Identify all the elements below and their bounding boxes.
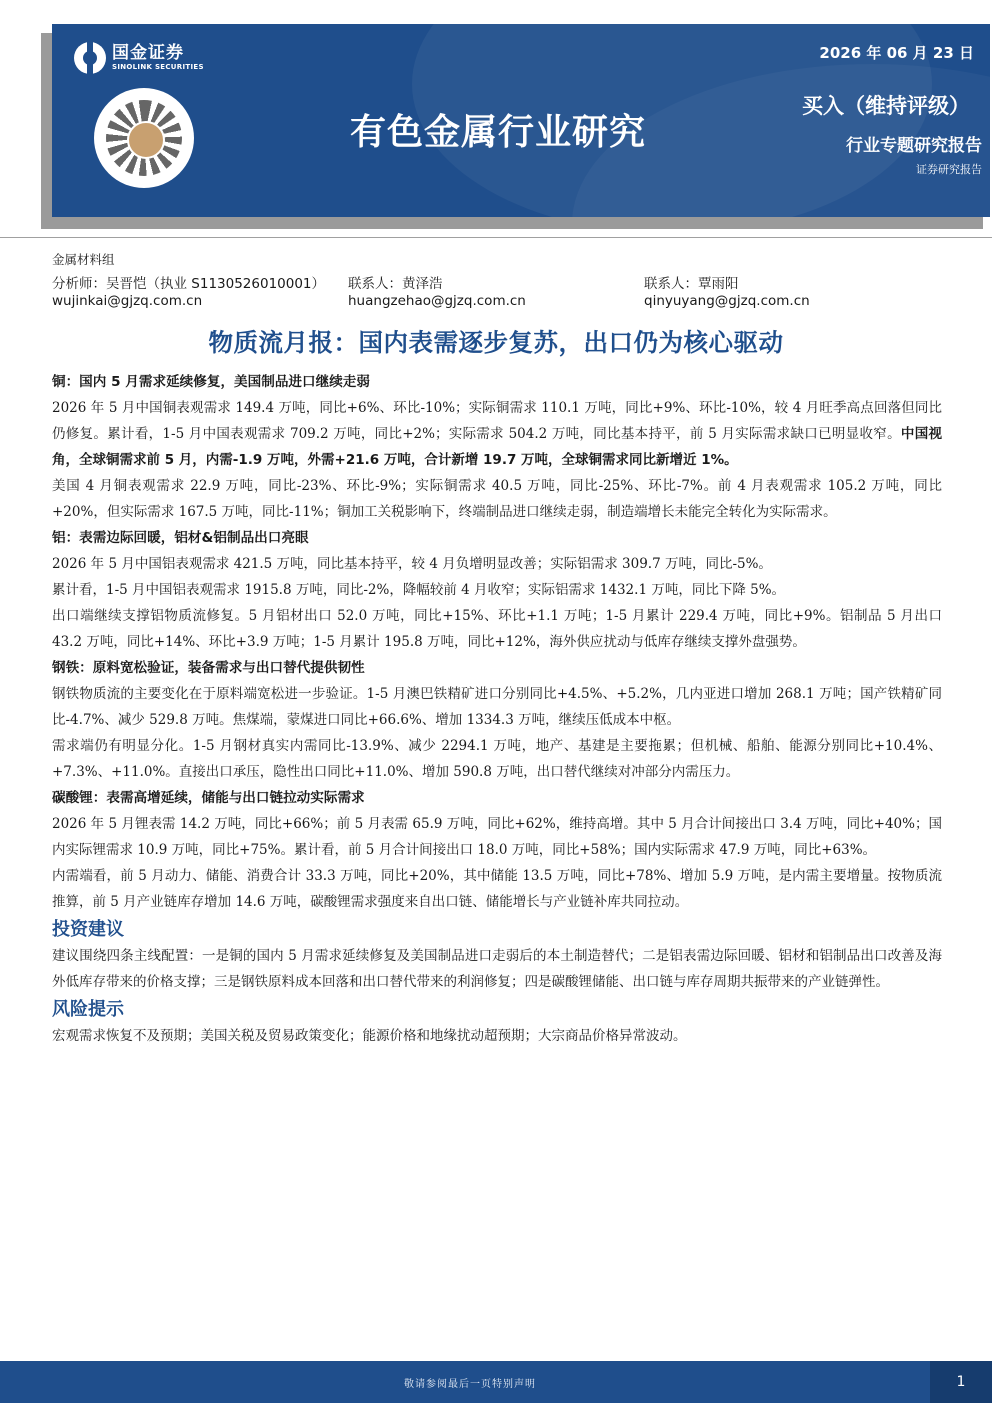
report-date: 2026 年 06 月 23 日: [819, 44, 974, 62]
logo-text: [112, 44, 204, 72]
paragraph: 内需端看，前 5 月动力、储能、消费合计 33.3 万吨，同比+20%，其中储能 13.5 万吨，同比+78%、增加 5.9 万吨，是内需主要增量。按物质流推算，前 5 月产业链库存增加 14.6 万吨，碳酸锂需求强度来自出口链、储能增长与产业链补库共同拉动。: [52, 868, 942, 910]
industry-title: 有色金属行业研究: [350, 112, 647, 153]
section-heading-steel: 钢铁：原料宽松验证，装备需求与出口替代提供韧性: [52, 660, 365, 676]
contact-email[interactable]: qinyuyang@gjzq.com.cn: [644, 293, 810, 309]
paragraph: 建议围绕四条主线配置：一是铜的国内 5 月需求延续修复及美国制品进口走弱后的本土制造替代；二是铝表需边际回暖、铝材和铝制品出口改善及海外低库存带来的价格支撑；三是钢铁原料成本回落和出口替代带来的利润修复；四是碳酸锂储能、出口链与库存周期共振带来的产业链弹性。: [52, 948, 942, 990]
research-group: 金属材料组: [52, 252, 115, 267]
header-divider: [0, 237, 992, 238]
report-type: 行业专题研究报告: [846, 136, 982, 156]
paragraph: 钢铁物质流的主要变化在于原料端宽松进一步验证。1-5 月澳巴铁精矿进口分别同比+4.5%、+5.2%，几内亚进口增加 268.1 万吨；国产铁精矿同比-4.7%、减少 529.8 万吨。焦煤端，蒙煤进口同比+66.6%、增加 1334.3 万吨，继续压低成本中枢。: [52, 686, 942, 728]
section-heading-investment: 投资建议: [52, 919, 124, 940]
paragraph: 美国 4 月铜表观需求 22.9 万吨，同比-23%、环比-9%；实际铜需求 40.5 万吨，同比-25%、环比-7%。前 4 月表观需求 105.2 万吨，同比+20%，但实际需求 167.5 万吨，同比-11%；铜加工关税影响下，终端制品进口继续走弱，制造端增长未能完全转化为实际需求。: [52, 478, 942, 520]
contact-email[interactable]: huangzehao@gjzq.com.cn: [348, 293, 526, 309]
report-title: 物质流月报：国内表需逐步复苏，出口仍为核心驱动: [208, 328, 784, 357]
section-heading-risk: 风险提示: [52, 999, 124, 1020]
report-body: [52, 369, 942, 1049]
paragraph: 2026 年 5 月锂表需 14.2 万吨，同比+66%；前 5 月表需 65.9 万吨，同比+62%，维持高增。其中 5 月合计间接出口 3.4 万吨，同比+40%；国内实际锂需求 10.9 万吨，同比+75%。累计看，前 5 月合计间接出口 18.0 万吨，同比+58%；国内实际需求 47.9 万吨，同比+63%。: [52, 816, 942, 858]
paragraph: 2026 年 5 月中国铝表观需求 421.5 万吨，同比基本持平，较 4 月负增明显改善；实际铝需求 309.7 万吨，同比-5%。: [52, 556, 772, 572]
analyst-email[interactable]: wujinkai@gjzq.com.cn: [52, 293, 203, 309]
logo-mark-icon: [74, 42, 106, 74]
company-logo: [74, 42, 204, 74]
header-banner: [52, 24, 990, 217]
page-footer: [0, 1361, 992, 1403]
section-heading-copper: 铜：国内 5 月需求延续修复，美国制品进口继续走弱: [52, 374, 370, 390]
logo-name-cn: 国金证券: [112, 43, 184, 63]
paragraph: 需求端仍有明显分化。1-5 月钢材真实内需同比-13.9%、减少 2294.1 万吨，地产、基建是主要拖累；但机械、船舶、能源分别同比+10.4%、+7.3%、+11.0%。直接出口承压，隐性出口同比+11.0%、增加 590.8 万吨，出口替代继续对冲部分内需压力。: [52, 738, 942, 780]
section-heading-lithium: 碳酸锂：表需高增延续，储能与出口链拉动实际需求: [52, 790, 365, 806]
report-category: 证券研究报告: [916, 163, 982, 176]
qr-code-icon: [94, 88, 194, 188]
paragraph: 累计看，1-5 月中国铝表观需求 1915.8 万吨，同比-2%，降幅较前 4 月收窄；实际铝需求 1432.1 万吨，同比下降 5%。: [52, 582, 786, 598]
analyst-name: 分析师：吴晋恺（执业 S1130526010001）: [52, 276, 326, 292]
rating: 买入（维持评级）: [802, 94, 970, 118]
contact-name: 联系人：覃雨阳: [644, 276, 739, 292]
paragraph-text: 2026 年 5 月中国铜表观需求 149.4 万吨，同比+6%、环比-10%；实际铜需求 110.1 万吨，同比+9%、环比-10%，较 4 月旺季高点回落但同比仍修复。累计看，1-5 月中国表观需求 709.2 万吨，同比+2%；实际需求 504.2 万吨，同比基本持平，前 5 月实际需求缺口已明显收窄。: [52, 400, 942, 442]
page-number: 1: [930, 1361, 992, 1403]
qr-center-logo: [127, 121, 165, 159]
contact-name: 联系人：黄泽浩: [348, 276, 443, 292]
paragraph: 出口端继续支撑铝物质流修复。5 月铝材出口 52.0 万吨，同比+15%、环比+1.1 万吨；1-5 月累计 229.4 万吨，同比+9%。铝制品 5 月出口 43.2 万吨，同比+14%、环比+3.9 万吨；1-5 月累计 195.8 万吨，同比+12%，海外供应扰动与低库存继续支撑外盘强势。: [52, 608, 942, 650]
highlight-text: 中国视角，全球铜需求前 5 月，内需-1.9 万吨，外需+21.6 万吨，合计新增 19.7 万吨，全球铜需求同比新增近 1%。: [52, 426, 943, 468]
paragraph: [52, 395, 942, 473]
logo-name-en: SINOLINK SECURITIES: [112, 63, 204, 71]
disclaimer-note: 敬请参阅最后一页特别声明: [404, 1379, 536, 1390]
paragraph: 宏观需求恢复不及预期；美国关税及贸易政策变化；能源价格和地缘扰动超预期；大宗商品价格异常波动。: [52, 1028, 687, 1044]
section-heading-aluminum: 铝：表需边际回暖，铝材&铝制品出口亮眼: [52, 530, 309, 546]
